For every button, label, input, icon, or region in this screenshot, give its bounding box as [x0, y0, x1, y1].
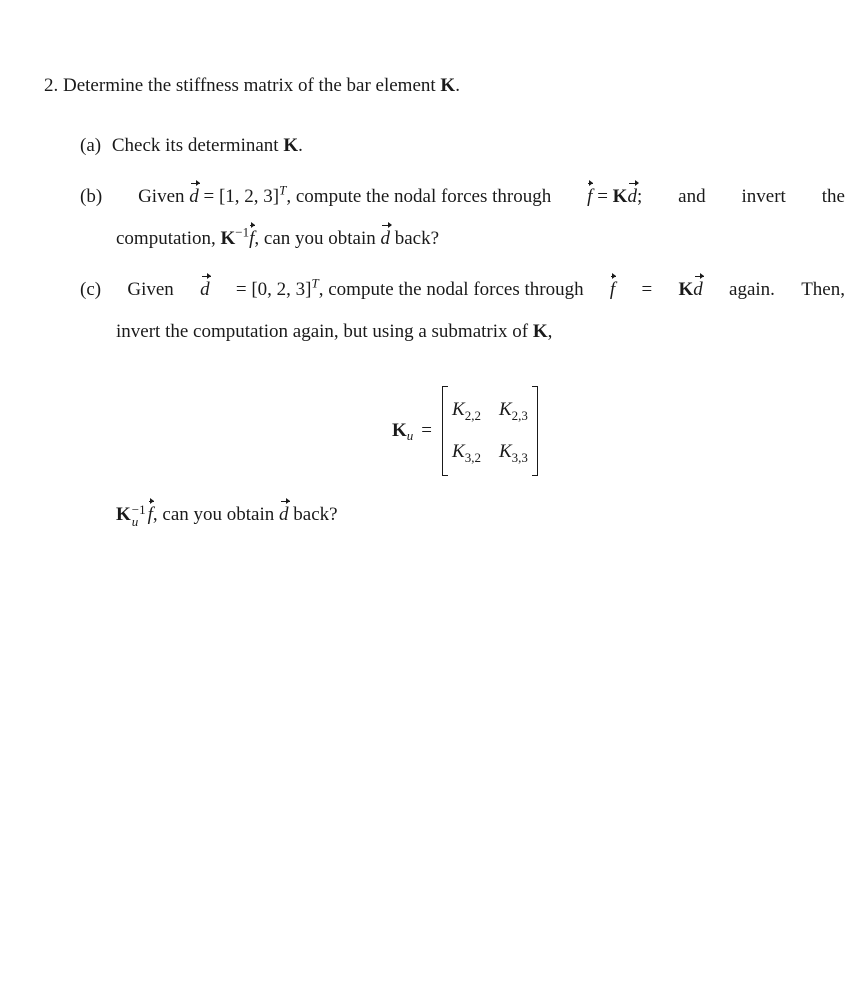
- right-bracket: [532, 386, 538, 476]
- part-c-label: (c): [80, 279, 102, 300]
- part-b-label: (b): [80, 186, 103, 207]
- part-a-text: Check its determinant: [111, 135, 279, 156]
- part-a-label: (a): [80, 135, 102, 156]
- problem-number: 2.: [44, 75, 59, 96]
- part-c-line-1: (c) Given d = [0, 2, 3]$^T$, compute the nodal forces through f = Kd again. Then,: [80, 275, 845, 300]
- problem-text: Determine the stiffness matrix of the bar element: [63, 75, 436, 96]
- part-b-equation: f = Kd;: [587, 186, 643, 207]
- f-vector: f: [587, 186, 593, 207]
- part-c-final-question: K −1 u f, can you obtain d back?: [116, 501, 338, 529]
- d-vector: d: [189, 186, 199, 207]
- matrix-symbol-k: K: [440, 75, 456, 96]
- part-a: (a) Check its determinant K.: [80, 135, 303, 156]
- matrix-lhs: K: [392, 420, 407, 441]
- matrix-cell-2-3: $K_{2,3}$: [498, 399, 528, 423]
- part-a-symbol: K: [283, 135, 299, 156]
- problem-statement: 2. Determine the stiffness matrix of the bar element K.: [44, 75, 460, 96]
- part-b-line-1: (b) Given d = [1, 2, 3]$^T$, compute the nodal forces through f = Kd; and invert the: [80, 182, 845, 207]
- part-b-given: Given d = [1, 2, 3]$^T$, compute the nodal forces through: [138, 182, 552, 207]
- submatrix-equation: K u = $K_{2,2}$ $K_{2,3}$ $K_{3,2}$ $K_{3,3}$: [392, 386, 538, 476]
- matrix-grid: [448, 399, 532, 463]
- part-c-line-2: invert the computation again, but using a submatrix of K,: [116, 321, 553, 342]
- part-b-line-2: computation, $K^{-1}f$, can you obtain d back?: [116, 224, 440, 249]
- matrix-cell-3-3: $K_{3,3}$: [498, 441, 528, 465]
- matrix-cell-2-2: $K_{2,2}$: [452, 399, 481, 423]
- matrix-cell-3-2: $K_{3,2}$: [452, 441, 481, 465]
